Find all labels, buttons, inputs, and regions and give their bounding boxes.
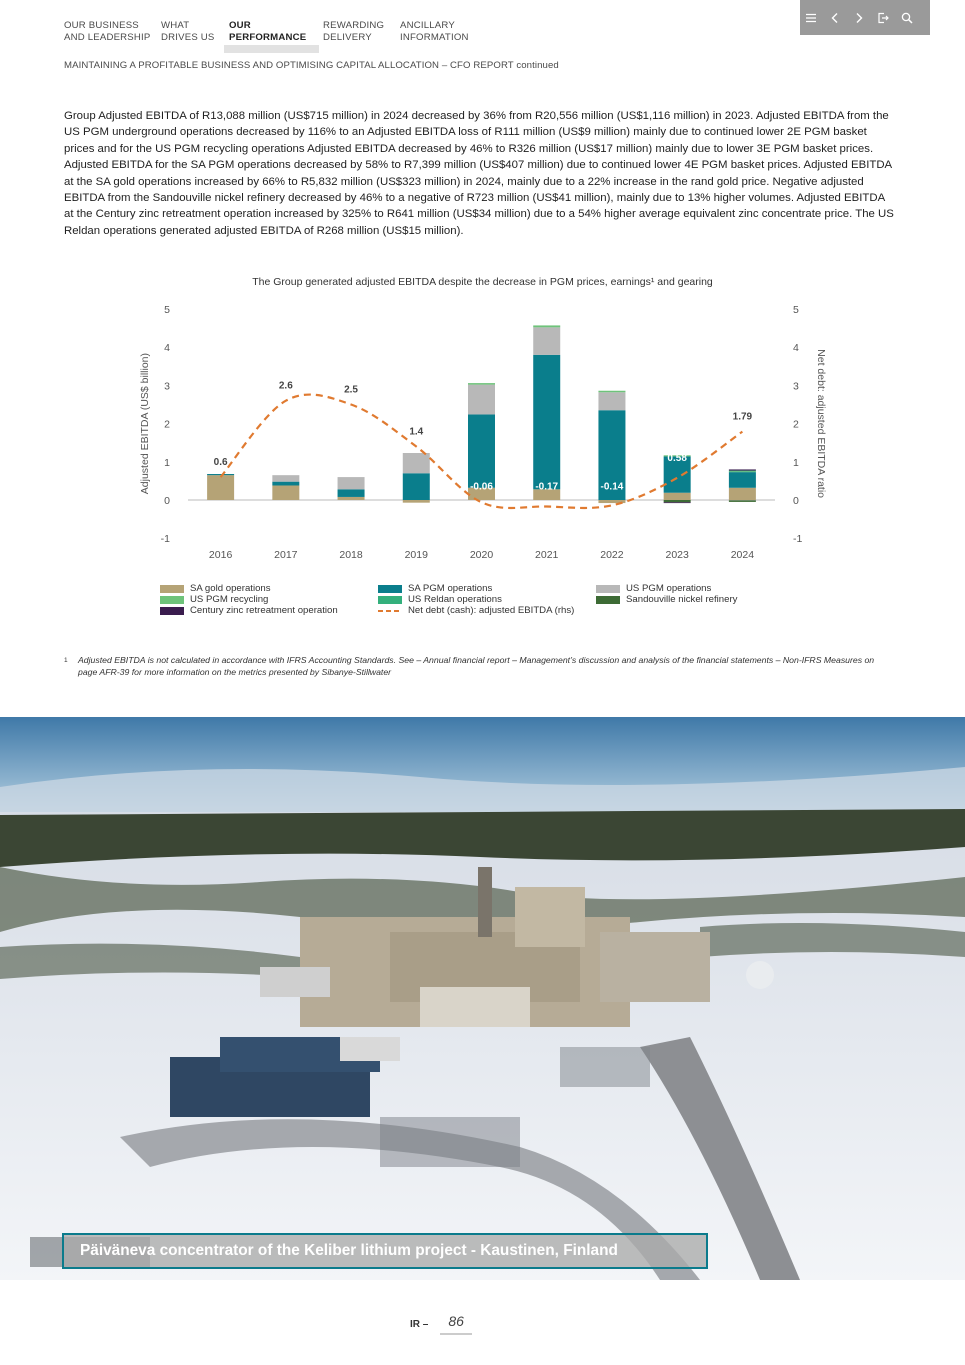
bar-segment: [468, 385, 495, 415]
legend-dash-swatch: [378, 607, 402, 615]
legend-item-sa-pgm: [378, 583, 596, 594]
footnote-mark: 1: [64, 657, 68, 664]
bar-segment: [468, 414, 495, 487]
legend-label: Century zinc retreatment operation: [190, 605, 338, 616]
nav-tab-what-drives-us[interactable]: [161, 20, 229, 44]
page-footer: [410, 1313, 472, 1335]
legend-swatch: [160, 585, 184, 593]
x-tick-label: 2022: [600, 549, 624, 561]
bar-segment: [729, 471, 756, 472]
nav-tab-business-leadership[interactable]: [64, 20, 161, 44]
page-number: 86: [440, 1313, 472, 1335]
y2-tick-label: 3: [793, 380, 799, 393]
legend-swatch: [378, 596, 402, 604]
line-data-label: 1.79: [732, 411, 753, 423]
bar-segment: [338, 497, 365, 500]
bar-segment: [729, 488, 756, 500]
legend-label: US PGM operations: [626, 583, 712, 594]
bar-segment: [729, 471, 756, 472]
bar-segment: [272, 485, 299, 500]
photo-caption: Päiväneva concentrator of the Keliber lithium project - Kaustinen, Finland: [62, 1233, 708, 1269]
legend-swatch: [160, 596, 184, 604]
nav-tab-line: DRIVES US: [161, 32, 215, 43]
bar-segment: [664, 502, 691, 503]
y2-tick-label: 0: [793, 495, 799, 507]
x-tick-label: 2024: [730, 549, 755, 561]
legend-item-us-reldan: [378, 594, 596, 605]
menu-icon[interactable]: [804, 11, 818, 25]
bar-segment: [338, 489, 365, 497]
bar-segment: [207, 474, 234, 475]
y-tick-label: 4: [164, 342, 170, 355]
x-tick-label: 2017: [274, 549, 298, 561]
exit-icon[interactable]: [876, 11, 890, 25]
page-prefix: IR –: [410, 1318, 429, 1330]
legend-item-net-debt-ratio: [378, 605, 596, 616]
line-data-label: -0.06: [470, 481, 493, 493]
y-tick-label: 3: [164, 380, 170, 393]
section-title: MAINTAINING A PROFITABLE BUSINESS AND OPTIMISING CAPITAL ALLOCATION – CFO REPORT continued: [64, 60, 559, 71]
y-axis-title: Adjusted EBITDA (US$ billion): [139, 352, 151, 495]
x-tick-label: 2023: [665, 549, 689, 561]
y2-tick-label: 4: [793, 342, 799, 355]
line-data-label: 0.58: [667, 453, 687, 465]
body-paragraph: Group Adjusted EBITDA of R13,088 million (US$715 million) in 2024 decreased by 36% from R20,556 million (US$1,116 million) in 2023. Adjusted EBITDA from the US PGM underground operations decreased by 116% to an Adjusted EBITDA loss of R111 million (US$9 million) mainly due to continued lower 2E PGM basket prices and for the US PGM recycling operations Adjusted EBITDA decreased by 46% to R326 million (US$17 million) mainly due to lower 3E PGM basket prices. Adjusted EBITDA for the SA PGM operations decreased by 58% to R7,399 million (US$407 million) due to continued lower 4E PGM basket prices. Adjusted EBITDA at the SA gold operations increased by 66% to R5,832 million (US$323 million) in 2024, mainly due to a 22% increase in the rand gold price. Negative adjusted EBITDA from the Sandouville nickel refinery decreased by 46% to a negative of R723 million (US$41 million), mainly due to 13% higher volumes. Adjusted EBITDA at the Century zinc retreatment operation increased by 325% to R641 million (US$34 million) due to a 54% higher average equivalent zinc concentrate price. The US Reldan operations generated adjusted EBITDA of R268 million (US$15 million).: [64, 110, 894, 237]
legend-item-century-zinc: [160, 605, 378, 616]
line-data-label: -0.14: [600, 481, 624, 493]
x-tick-label: 2019: [404, 549, 428, 561]
nav-tab-rewarding-delivery[interactable]: [323, 20, 400, 44]
bar-segment: [598, 392, 625, 410]
x-tick-label: 2018: [339, 549, 363, 561]
nav-tab-line: DELIVERY: [323, 32, 372, 43]
nav-tab-line: OUR: [229, 20, 251, 31]
active-tab-indicator: [224, 45, 319, 53]
nav-tab-line: PERFORMANCE: [229, 32, 307, 43]
bar-segment: [272, 475, 299, 481]
x-tick-label: 2020: [469, 549, 494, 561]
nav-tab-ancillary-information[interactable]: [400, 20, 490, 44]
bar-segment: [598, 391, 625, 393]
y-tick-label: 0: [164, 495, 170, 507]
y-tick-label: 1: [164, 456, 170, 469]
bar-segment: [533, 325, 560, 327]
footnote-text: Adjusted EBITDA is not calculated in accordance with IFRS Accounting Standards. See – Annual financial report – Management’s discussion and analysis of the financial statements – Non-IFRS Measures on page AFR-39 for more information on the metrics presented by Sibanye-Stillwater: [78, 655, 875, 677]
line-data-label: 1.4: [409, 426, 424, 438]
aerial-photo-illustration: [0, 717, 965, 1280]
bar-segment: [468, 383, 495, 385]
legend-item-sandouville: [596, 594, 780, 605]
ebitda-chart: [0, 290, 965, 575]
legend-label: SA gold operations: [190, 583, 271, 594]
bar-segment: [533, 327, 560, 355]
footnote: [64, 655, 894, 678]
bar-segment: [207, 475, 234, 500]
bar-segment: [729, 472, 756, 488]
legend-label: Sandouville nickel refinery: [626, 594, 738, 605]
bar-segment: [664, 493, 691, 500]
y2-tick-label: -1: [793, 533, 803, 546]
chart-title: The Group generated adjusted EBITDA despite the decrease in PGM prices, earnings¹ and gearing: [252, 276, 713, 288]
bar-segment: [403, 473, 430, 500]
chart-legend: [160, 583, 780, 616]
x-tick-label: 2021: [535, 549, 559, 561]
line-data-label: 0.6: [213, 457, 228, 469]
y-tick-label: 5: [164, 304, 170, 316]
x-tick-label: 2016: [208, 549, 233, 561]
nav-tab-our-performance[interactable]: [229, 20, 323, 44]
legend-label: US Reldan operations: [408, 594, 502, 605]
legend-swatch: [378, 585, 402, 593]
nav-tab-line: INFORMATION: [400, 32, 469, 43]
legend-item-us-pgm: [596, 583, 780, 594]
legend-swatch: [596, 596, 620, 604]
bar-segment: [664, 500, 691, 502]
line-data-label: 2.6: [278, 380, 293, 392]
y-tick-label: -1: [160, 533, 170, 546]
legend-label: Net debt (cash): adjusted EBITDA (rhs): [408, 605, 575, 616]
bar-segment: [533, 355, 560, 489]
legend-label: US PGM recycling: [190, 594, 269, 605]
y2-tick-label: 5: [793, 304, 799, 316]
aerial-photo-concentrator: [0, 717, 965, 1280]
chevron-left-icon[interactable]: [828, 11, 842, 25]
bar-segment: [272, 482, 299, 486]
bar-segment: [338, 477, 365, 489]
bar-segment: [729, 500, 756, 502]
nav-tab-line: WHAT: [161, 20, 190, 31]
legend-label: SA PGM operations: [408, 583, 493, 594]
legend-swatch: [596, 585, 620, 593]
nav-tab-line: OUR BUSINESS: [64, 20, 139, 31]
legend-item-us-pgm-recycling: [160, 594, 378, 605]
y2-tick-label: 1: [793, 456, 799, 469]
nav-tab-line: AND LEADERSHIP: [64, 32, 151, 43]
document-toolbar: [800, 0, 930, 35]
nav-tab-line: ANCILLARY: [400, 20, 455, 31]
bar-segment: [403, 500, 430, 503]
search-icon[interactable]: [900, 11, 914, 25]
bar-segment: [403, 453, 430, 473]
line-data-label: -0.17: [535, 481, 559, 493]
nav-tab-line: REWARDING: [323, 20, 385, 31]
chevron-right-icon[interactable]: [852, 11, 866, 25]
legend-swatch: [160, 607, 184, 615]
y2-axis-title: Net debt: adjusted EBITDA ratio: [815, 349, 827, 499]
line-data-label: 2.5: [344, 384, 359, 396]
bar-segment: [729, 469, 756, 470]
legend-item-sa-gold: [160, 583, 378, 594]
y2-tick-label: 2: [793, 418, 799, 431]
y-tick-label: 2: [164, 418, 170, 431]
top-navigation: [64, 20, 490, 44]
